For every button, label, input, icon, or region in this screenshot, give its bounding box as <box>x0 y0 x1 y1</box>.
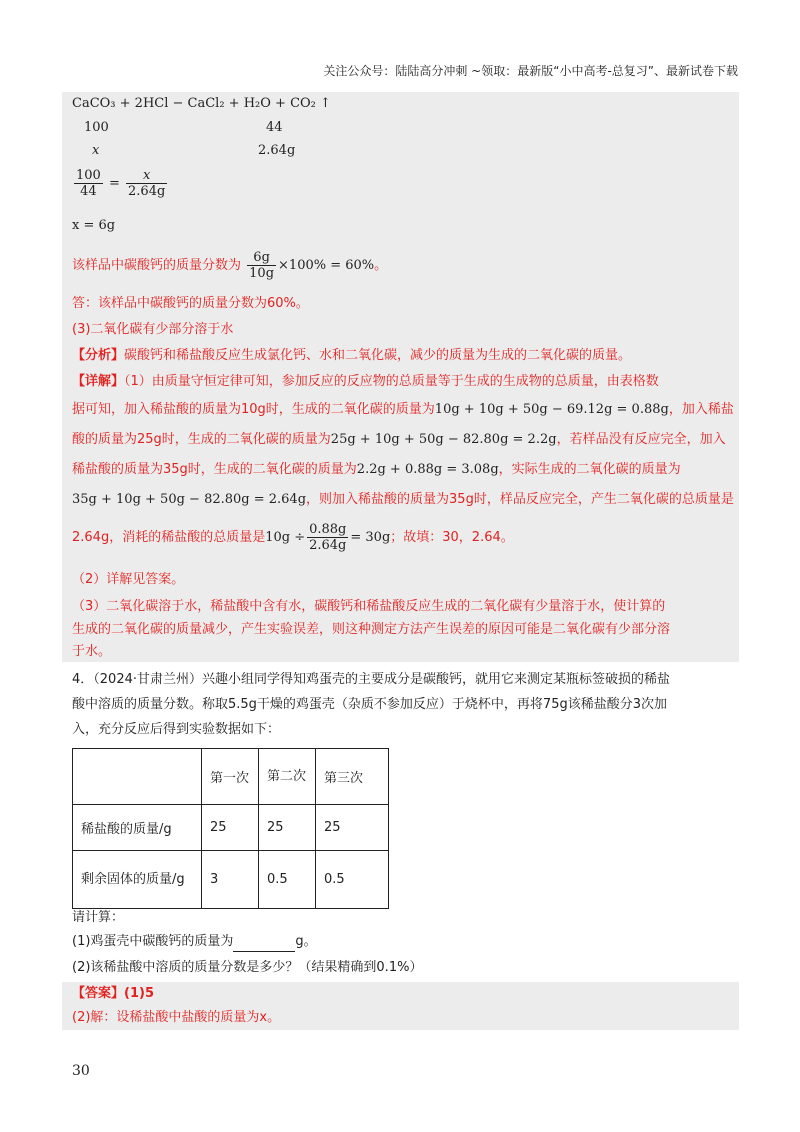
detail-line-5 <box>72 490 734 510</box>
q3-answer: (3)二氧化碳有少部分溶于水 <box>72 322 234 337</box>
page-header: 关注公众号：陆陆高分冲刺 ~领取：最新版“小中高考-总复习”、最新试卷下载 <box>323 64 738 78</box>
detail-l3-math: 25g + 10g + 50g − 82.80g = 2.2g <box>330 432 557 447</box>
mass-fraction-line <box>72 250 387 281</box>
detail-l6a: 2.64g，消耗的稀盐酸的总质量是 <box>72 530 266 545</box>
page-number: 30 <box>72 1063 90 1079</box>
analysis-tag: 【分析】 <box>72 348 125 363</box>
detail-l6-den: 2.64g <box>309 538 347 553</box>
calc-row1-right: 44 <box>266 120 283 135</box>
chemical-equation: CaCO₃ + 2HCl − CaCl₂ + H₂O + CO₂ ↑ <box>72 96 331 111</box>
detail-line-3 <box>72 430 726 450</box>
detail-line-4 <box>72 460 681 480</box>
answer-text: 答：该样品中碳酸钙的质量分数为60%。 <box>72 296 309 311</box>
table-row <box>73 851 389 909</box>
answer-1: (1)5 <box>124 986 154 1001</box>
analysis-line <box>72 346 631 366</box>
table-cell: 剩余固体的质量/g <box>73 851 202 909</box>
detail-line-7: （2）详解见答案。 <box>72 572 185 587</box>
analysis-text: 碳酸钙和稀盐酸反应生成氯化钙、水和二氧化碳，减少的质量为生成的二氧化碳的质量。 <box>124 348 632 363</box>
ratio-equation <box>72 168 169 199</box>
detail-l5b: ，则加入稀盐酸的质量为35g时，样品反应完全，产生二氧化碳的总质量是 <box>306 492 734 507</box>
table-header-cell: 第三次 <box>316 749 389 805</box>
detail-l4b: ，实际生成的二氧化碳的质量为 <box>498 462 681 477</box>
table-cell: 25 <box>202 805 259 851</box>
answer-line-1 <box>72 984 154 1004</box>
table-header-cell <box>73 749 202 805</box>
table-row <box>73 805 389 851</box>
table-header-cell: 第二次 <box>259 749 316 805</box>
sub-question-2: (2)该稀盐酸中溶质的质量分数是多少？（结果精确到0.1%） <box>72 960 423 975</box>
detail-l6b: ；故填：30，2.64。 <box>390 530 514 545</box>
detail-line-6 <box>72 522 514 553</box>
calc-row1-left: 100 <box>84 120 109 135</box>
ratio-eq: = <box>108 176 120 191</box>
calc-row2-left: x <box>92 143 100 158</box>
calc-row2-right: 2.64g <box>258 143 296 158</box>
detail-l4-math: 2.2g + 0.88g = 3.08g <box>356 462 499 477</box>
table-cell: 0.5 <box>316 851 389 909</box>
detail-l4a: 稀盐酸的质量为35g时，生成的二氧化碳的质量为 <box>72 462 357 477</box>
fraction-post: 。 <box>374 258 388 273</box>
sub-question-1-unit: g。 <box>295 934 317 949</box>
table-cell: 0.5 <box>259 851 316 909</box>
fraction-den: 10g <box>249 266 275 281</box>
table-header-cell: 第一次 <box>202 749 259 805</box>
data-table <box>72 748 389 909</box>
sub-question-1-text: (1)鸡蛋壳中碳酸钙的质量为 <box>72 934 234 949</box>
detail-line-1 <box>72 372 659 392</box>
ratio-left-num: 100 <box>76 168 101 183</box>
question4-line-1: 4．（2024·甘肃兰州）兴趣小组同学得知鸡蛋壳的主要成分是碳酸钙，就用它来测定某瓶标签破损的稀盐 <box>72 672 670 687</box>
detail-line-8: （3）二氧化碳溶于水，稀盐酸中含有水，碳酸钙和稀盐酸反应生成的二氧化碳有少量溶于水，使计算的 <box>72 599 666 614</box>
ratio-right-den: 2.64g <box>128 184 166 199</box>
table-cell: 3 <box>202 851 259 909</box>
question4-line-3: 入，充分反应后得到实验数据如下： <box>72 722 281 737</box>
detail-tag: 【详解】 <box>72 374 125 389</box>
fraction-post-math: ×100% = 60% <box>278 258 375 273</box>
detail-l1: （1）由质量守恒定律可知，参加反应的反应物的总质量等于生成的生成物的总质量，由表格数 <box>124 374 659 389</box>
detail-l6-num: 0.88g <box>309 522 347 537</box>
answer-line-2: (2)解：设稀盐酸中盐酸的质量为x。 <box>72 1010 281 1025</box>
detail-l2-math: 10g + 10g + 50g − 69.12g = 0.88g <box>434 402 669 417</box>
calc-result: x = 6g <box>72 218 116 233</box>
table-cell: 25 <box>259 805 316 851</box>
detail-l5-math: 35g + 10g + 50g − 82.80g = 2.64g <box>72 492 307 507</box>
table-header-row <box>73 749 389 805</box>
detail-line-2 <box>72 400 734 420</box>
detail-l2b: ，加入稀盐 <box>668 402 734 417</box>
answer-tag: 【答案】 <box>72 986 125 1001</box>
ratio-right-num: x <box>126 168 167 184</box>
answer-blank[interactable] <box>233 937 295 952</box>
ratio-left-den: 44 <box>80 184 97 199</box>
question4-line-2: 酸中溶质的质量分数。称取5.5g干燥的鸡蛋壳（杂质不参加反应）于烧杯中，再将75g该稀盐酸分3次加 <box>72 697 667 712</box>
detail-l3b: ，若样品没有反应完全，加入 <box>556 432 726 447</box>
table-cell: 25 <box>316 805 389 851</box>
detail-l6-pre: 10g ÷ <box>265 530 306 545</box>
detail-l2a: 据可知，加入稀盐酸的质量为10g时，生成的二氧化碳的质量为 <box>72 402 435 417</box>
table-cell: 稀盐酸的质量/g <box>73 805 202 851</box>
sub-question-1 <box>72 932 317 952</box>
detail-line-9: 生成的二氧化碳的质量减少，产生实验误差，则这种测定方法产生误差的原因可能是二氧化碳有少部分溶 <box>72 622 671 637</box>
fraction-num: 6g <box>247 250 276 266</box>
detail-l6-post: = 30g <box>350 530 391 545</box>
mass-fraction-text: 该样品中碳酸钙的质量分数为 <box>72 258 242 273</box>
ask-line: 请计算： <box>72 910 125 925</box>
detail-line-10: 于水。 <box>72 644 112 659</box>
detail-l3a: 酸的质量为25g时，生成的二氧化碳的质量为 <box>72 432 331 447</box>
